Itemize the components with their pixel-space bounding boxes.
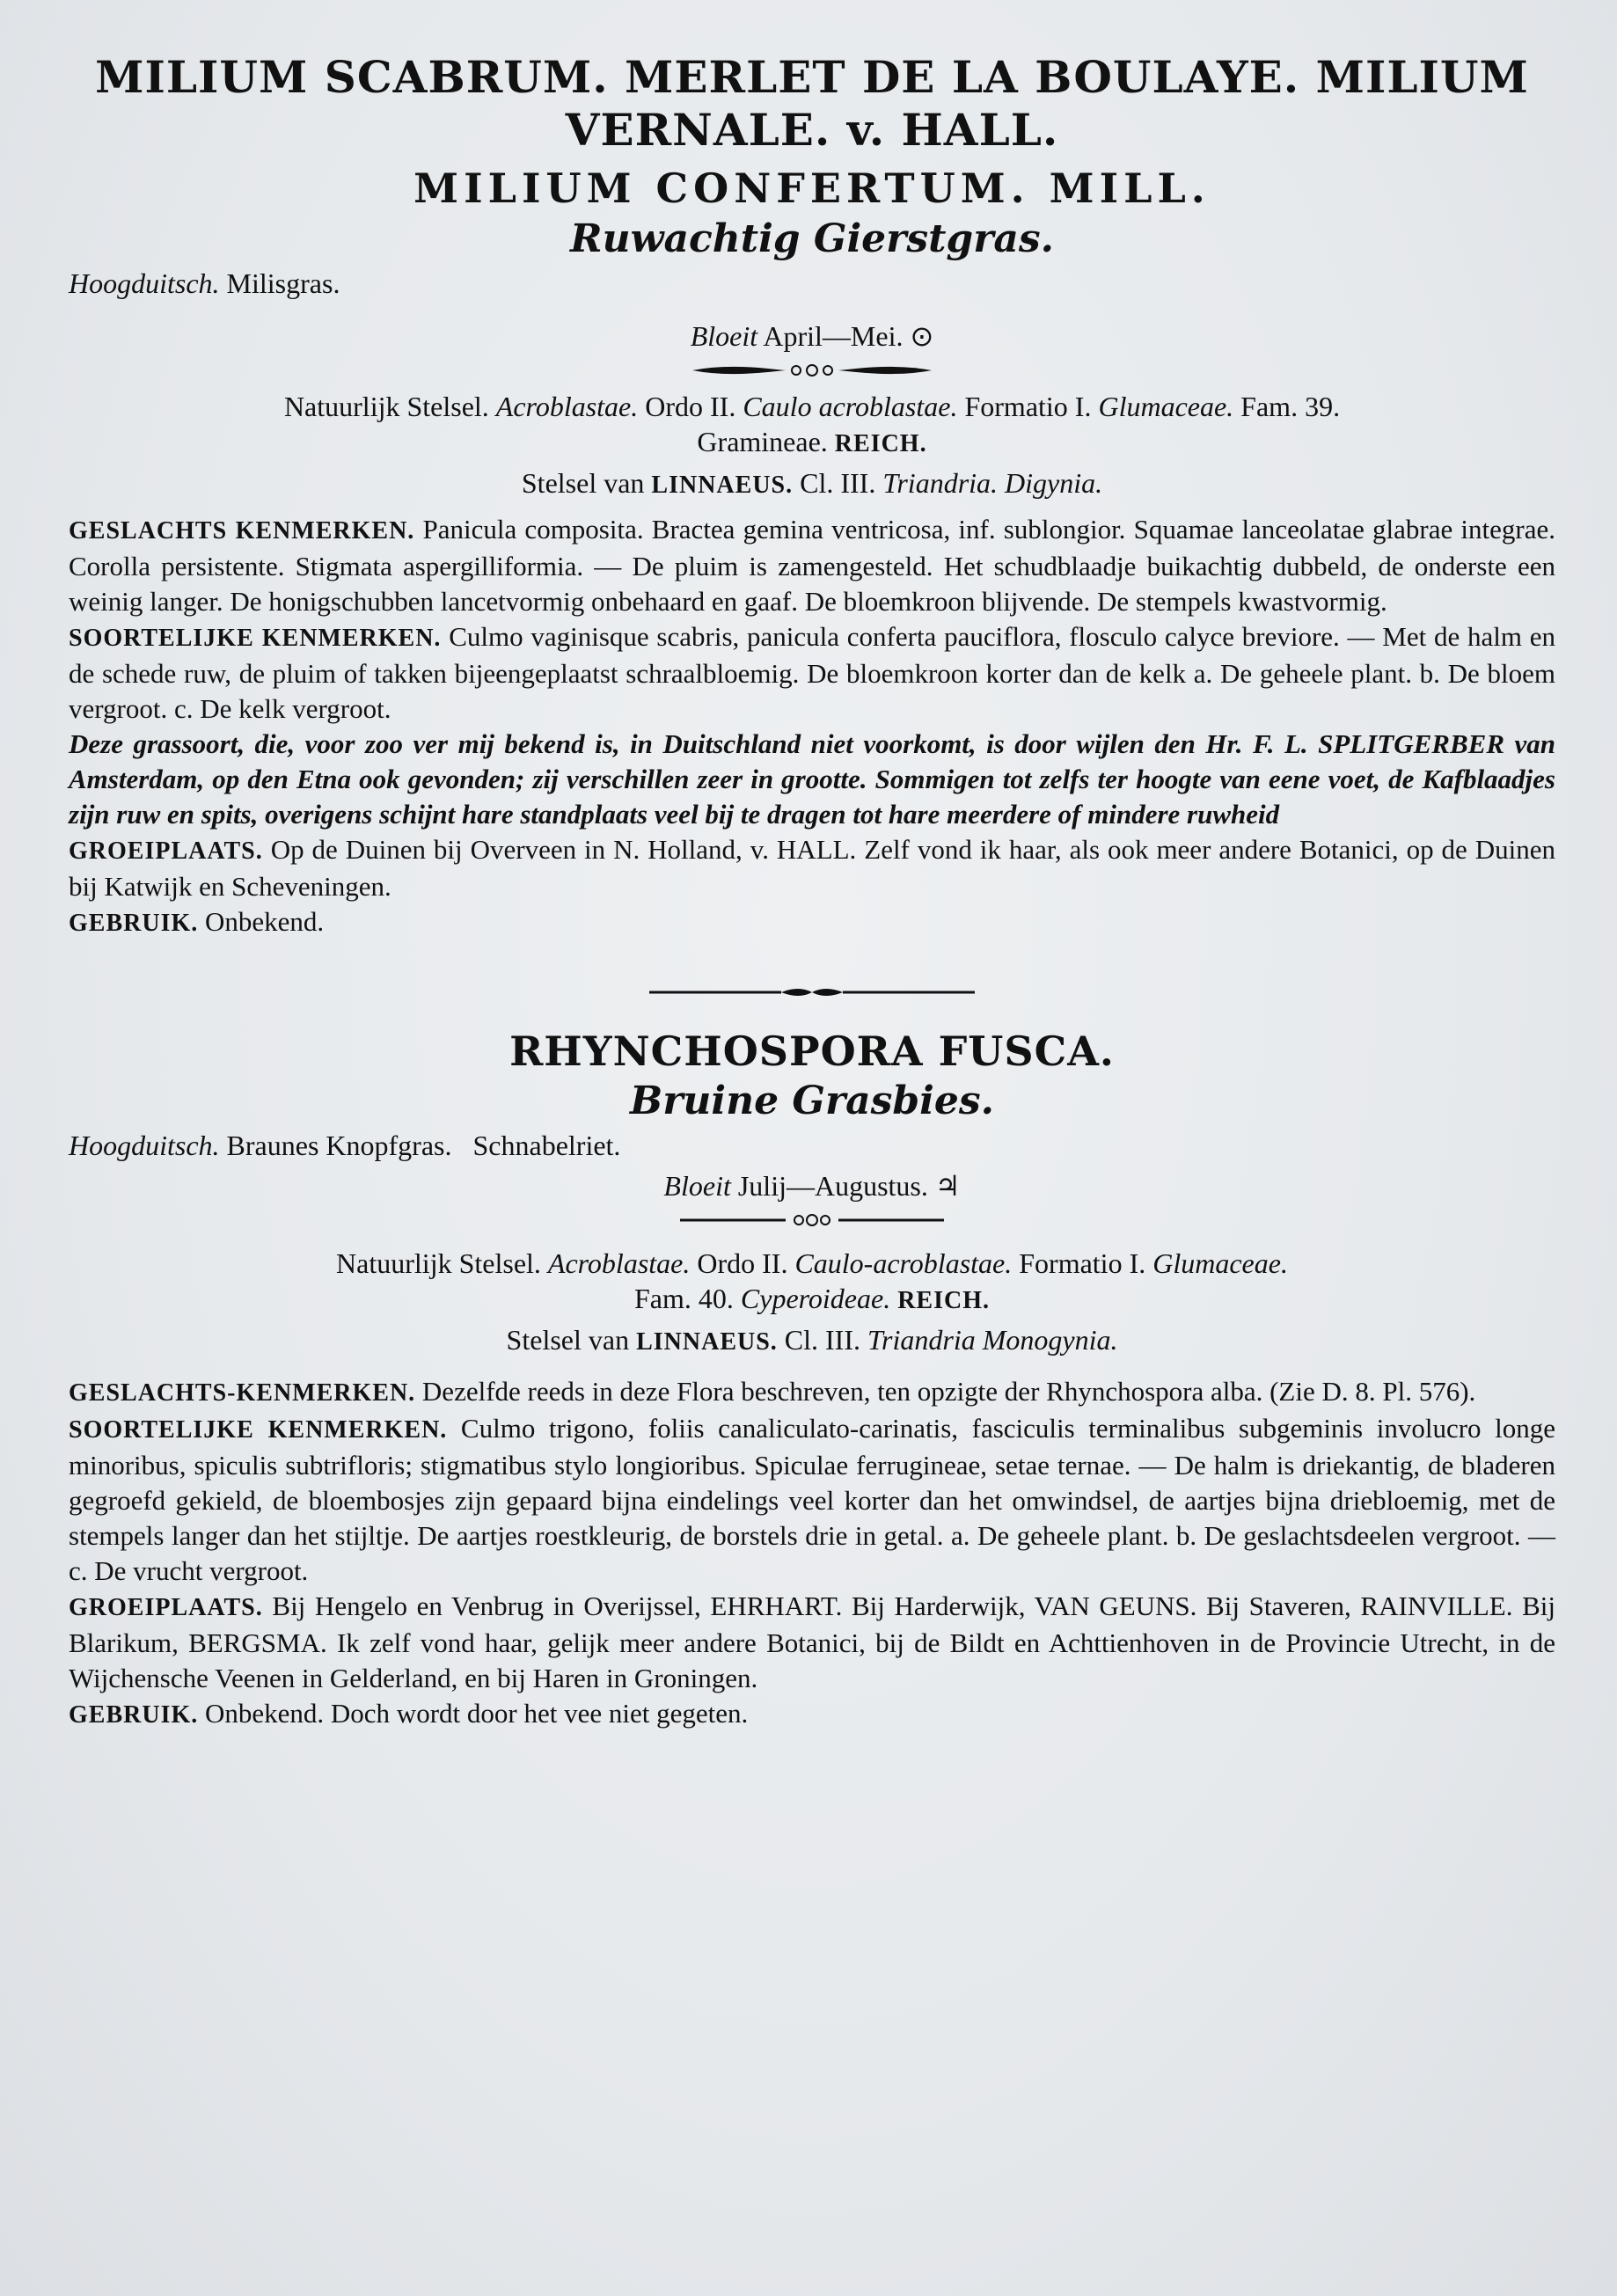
genus-characteristics — [69, 512, 1555, 619]
linnaeus-name: LINNAEUS. — [651, 472, 794, 499]
natural-system-part: Caulo acroblastae. — [743, 391, 958, 422]
natural-system-part: Glumaceae. — [1098, 391, 1234, 422]
natural-system-part: Fam. 39. — [1240, 391, 1341, 422]
natural-system-part: Ordo II. — [697, 1247, 788, 1279]
linnaeus-class: Cl. III. — [800, 467, 876, 499]
natural-system-label: Natuurlijk Stelsel. — [336, 1247, 541, 1279]
natural-system-author: REICH. — [897, 1287, 990, 1314]
bloom-period: Julij—Augustus. — [737, 1170, 928, 1202]
species-characteristics — [69, 1411, 1555, 1589]
habitat-label: GROEIPLAATS. — [69, 837, 263, 865]
species-text: Culmo vaginisque scabris, panicula conferta pauciflora, flosculo calyce breviore. — Met de halm en de schede ruw, de pluim of takken bijeengeplaatst schraalbloemig. De bloemkroon korter dan de kelk a. De geheele plant. b. De bloem vergroot. c. De kelk vergroot. — [69, 621, 1556, 724]
use-label: GEBRUIK. — [69, 1701, 199, 1729]
bloom-period: April—Mei. — [763, 320, 904, 352]
genus-text: Dezelfde reeds in deze Flora beschreven, ten opzigte der Rhynchospora alba. (Zie D. 8. Pl. 576). — [421, 1376, 1476, 1407]
bloom-label: Bloeit — [690, 320, 758, 352]
section-rhynchospora — [69, 1026, 1555, 1733]
natural-system-row — [69, 1246, 1555, 1319]
natural-system-part: Ordo II. — [645, 391, 736, 422]
use — [69, 1696, 1555, 1733]
genus-label: GESLACHTS KENMERKEN. — [69, 517, 415, 545]
habitat-label: GROEIPLAATS. — [69, 1594, 263, 1621]
natural-system-part: Caulo-acroblastae. — [794, 1247, 1013, 1279]
language-row — [69, 1126, 1555, 1165]
natural-system-part: Fam. 40. — [634, 1283, 734, 1314]
genus-characteristics — [69, 1374, 1555, 1411]
species-characteristics — [69, 619, 1555, 727]
natural-system-row — [69, 389, 1555, 462]
habitat — [69, 1589, 1555, 1696]
species-title-line2: VERNALE. v. HALL. — [565, 104, 1059, 156]
linnaeus-name: LINNAEUS. — [636, 1328, 778, 1356]
linnaeus-order: Triandria Monogynia. — [867, 1324, 1118, 1356]
use — [69, 904, 1555, 941]
linnaeus-system-row — [69, 1322, 1555, 1360]
common-name: Bruine Grasbies. — [630, 1079, 994, 1123]
use-text: Onbekend. — [205, 906, 325, 937]
document-body — [69, 51, 1555, 1733]
linnaeus-system-row — [69, 465, 1555, 503]
ornament-divider-icon — [689, 361, 935, 380]
bloom-label: Bloeit — [663, 1170, 731, 1202]
habitat-text: Bij Hengelo en Venbrug in Overijssel, EHRHART. Bij Harderwijk, VAN GEUNS. Bij Staveren, RAINVILLE. Bij Blarikum, BERGSMA. Ik zelf vond haar, gelijk meer andere Botanici, bij de Bildt en Achttienhoven in de Provincie Utrecht, in de Wijchensche Veenen in Gelderland, en bij Haren in Groningen. — [69, 1590, 1556, 1693]
species-title-line3: MILIUM CONFERTUM. MILL. — [413, 165, 1211, 212]
common-name: Ruwachtig Gierstgras. — [570, 216, 1054, 261]
bloom-row — [69, 317, 1555, 355]
language-name: Milisgras. — [226, 267, 340, 299]
natural-system-part: Glumaceae. — [1152, 1247, 1288, 1279]
linnaeus-class: Cl. III. — [784, 1324, 860, 1356]
section-divider-icon — [649, 983, 975, 1001]
habitat-text: Op de Duinen bij Overveen in N. Holland, v. HALL. Zelf vond ik haar, als ook meer andere Botanici, op de Duinen bij Katwijk en Scheveningen. — [69, 834, 1556, 902]
annual-symbol-icon: ⊙ — [910, 319, 934, 353]
linnaeus-order: Triandria. — [882, 467, 999, 499]
natural-system-label: Natuurlijk Stelsel. — [283, 391, 489, 422]
genus-label: GESLACHTS-KENMERKEN. — [69, 1379, 416, 1407]
linnaeus-label: Stelsel van — [521, 467, 645, 499]
language-label: Hoogduitsch. — [69, 267, 220, 299]
species-note: Deze grassoort, die, voor zoo ver mij bekend is, in Duitschland niet voorkomt, is door wijlen den Hr. F. L. SPLITGERBER van Amsterdam, op den Etna ook gevonden; zij verschillen zeer in grootte. Sommigen tot zelfs ter hoogte van eene voet, de Kafblaadjes zijn ruw en spits, overigens schijnt hare standplaats veel bij te dragen tot hare meerdere of mindere ruwheid — [69, 728, 1555, 830]
language-row — [69, 264, 1555, 303]
natural-system-part: Formatio I. — [964, 391, 1092, 422]
species-title-line1: MILIUM SCABRUM. MERLET DE LA BOULAYE. MILIUM — [95, 51, 1529, 103]
use-text: Onbekend. Doch wordt door het vee niet gegeten. — [205, 1698, 749, 1729]
natural-system-part: Cyperoideae. — [740, 1283, 891, 1314]
species-label: SOORTELIJKE KENMERKEN. — [69, 1416, 448, 1444]
language-label: Hoogduitsch. — [69, 1130, 220, 1161]
genus-text: Panicula composita. Bractea gemina ventricosa, inf. sublongior. Squamae lanceolatae glabrae integrae. Corolla persistente. Stigmata aspergilliformia. — De pluim is zamengesteld. Het schudblaadje buikachtig dubbeld, de onderste een weinig langer. De honigschubben lancetvormig onbehaard en gaaf. De bloemkroon blijvende. De stempels kwastvormig. — [69, 514, 1556, 617]
species-title: RHYNCHOSPORA FUSCA. — [509, 1027, 1115, 1075]
natural-system-part: Acroblastae. — [547, 1247, 691, 1279]
species-label: SOORTELIJKE KENMERKEN. — [69, 625, 442, 652]
perennial-symbol-icon: ♃ — [934, 1169, 961, 1203]
bloom-row — [69, 1166, 1555, 1205]
natural-system-part: Gramineae. — [697, 426, 828, 457]
natural-system-part: Formatio I. — [1019, 1247, 1146, 1279]
ornament-divider-icon — [680, 1210, 944, 1230]
linnaeus-order: Digynia. — [1005, 467, 1103, 499]
language-name: Braunes Knopfgras. Schnabelriet. — [226, 1130, 621, 1161]
species-text: Culmo trigono, foliis canaliculato-carinatis, fasciculis terminalibus subgeminis involucro longe minoribus, spiculis subtrifloris; stigmatibus stylo longioribus. Spiculae ferrugineae, setae ternae. — De halm is driekantig, de bladeren gegroefd gekield, de bloembosjes zijn gepaard bijna eindelings veel korter dan het omwindsel, de aartjes bijna driebloemig, met de stempels langer dan het stijltje. De aartjes roestkleurig, de borstels drie in getal. a. De geheele plant. b. De geslachtsdeelen vergroot. — c. De vrucht vergroot. — [69, 1413, 1556, 1586]
section-milium — [69, 51, 1555, 941]
linnaeus-label: Stelsel van — [506, 1324, 630, 1356]
habitat — [69, 832, 1555, 904]
use-label: GEBRUIK. — [69, 910, 199, 937]
natural-system-part: Acroblastae. — [495, 391, 639, 422]
natural-system-author: REICH. — [834, 430, 927, 457]
